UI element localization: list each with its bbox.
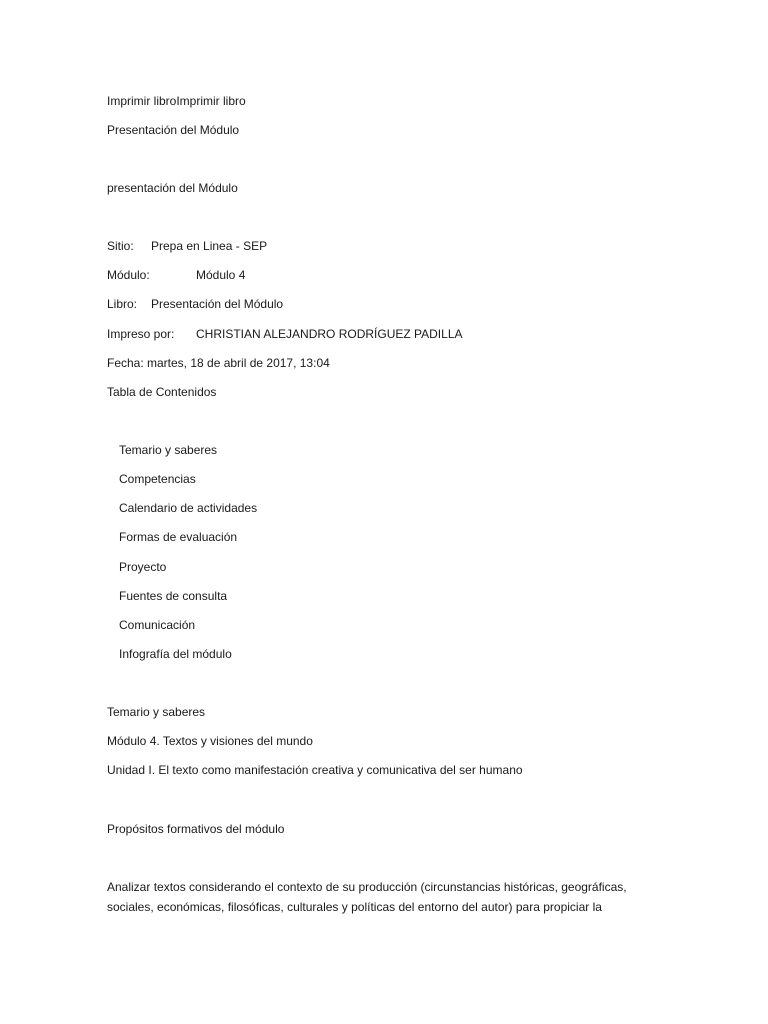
unit-title: Unidad I. El texto como manifestación creativa y comunicativa del ser humano [107, 763, 523, 777]
toc-item-competencias[interactable]: Competencias [119, 472, 196, 486]
meta-book-label: Libro: [107, 297, 138, 311]
print-book-link[interactable]: Imprimir libroImprimir libro [107, 94, 246, 108]
toc-item-proyecto[interactable]: Proyecto [119, 560, 167, 574]
meta-date-value: martes, 18 de abril de 2017, 13:04 [147, 356, 330, 370]
toc-item-calendario[interactable]: Calendario de actividades [119, 501, 258, 515]
meta-date [107, 355, 330, 371]
purposes-paragraph: Analizar textos considerando el contexto de su producción (circunstancias históricas, geográficas, sociales, económicas, filosóficas, culturales y políticas del entorno del autor) para propiciar la [107, 880, 627, 914]
meta-site [107, 238, 267, 254]
toc-item-comunicacion[interactable]: Comunicación [119, 618, 196, 632]
toc-item-fuentes[interactable]: Fuentes de consulta [119, 589, 228, 603]
purposes-heading: Propósitos formativos del módulo [107, 822, 285, 836]
toc-heading: Tabla de Contenidos [107, 385, 217, 399]
meta-book-value: Presentación del Módulo [151, 297, 284, 311]
meta-printed-by [107, 326, 463, 342]
book-subtitle: presentación del Módulo [107, 181, 238, 195]
meta-site-value: Prepa en Linea - SEP [151, 239, 268, 253]
meta-printed-by-label: Impreso por: [107, 327, 175, 341]
meta-date-label: Fecha: [107, 356, 144, 370]
meta-printed-by-value: CHRISTIAN ALEJANDRO RODRÍGUEZ PADILLA [196, 327, 463, 341]
module-title: Módulo 4. Textos y visiones del mundo [107, 734, 313, 748]
toc-item-evaluacion[interactable]: Formas de evaluación [119, 530, 238, 544]
toc-item-infografia[interactable]: Infografía del módulo [119, 647, 232, 661]
toc-item-temario[interactable]: Temario y saberes [119, 443, 218, 457]
meta-site-label: Sitio: [107, 239, 134, 253]
book-title: Presentación del Módulo [107, 123, 240, 137]
meta-book [107, 296, 283, 312]
section-title: Temario y saberes [107, 705, 206, 719]
meta-module-value: Módulo 4 [196, 268, 246, 282]
meta-module-label: Módulo: [107, 268, 150, 282]
meta-module [107, 267, 245, 283]
